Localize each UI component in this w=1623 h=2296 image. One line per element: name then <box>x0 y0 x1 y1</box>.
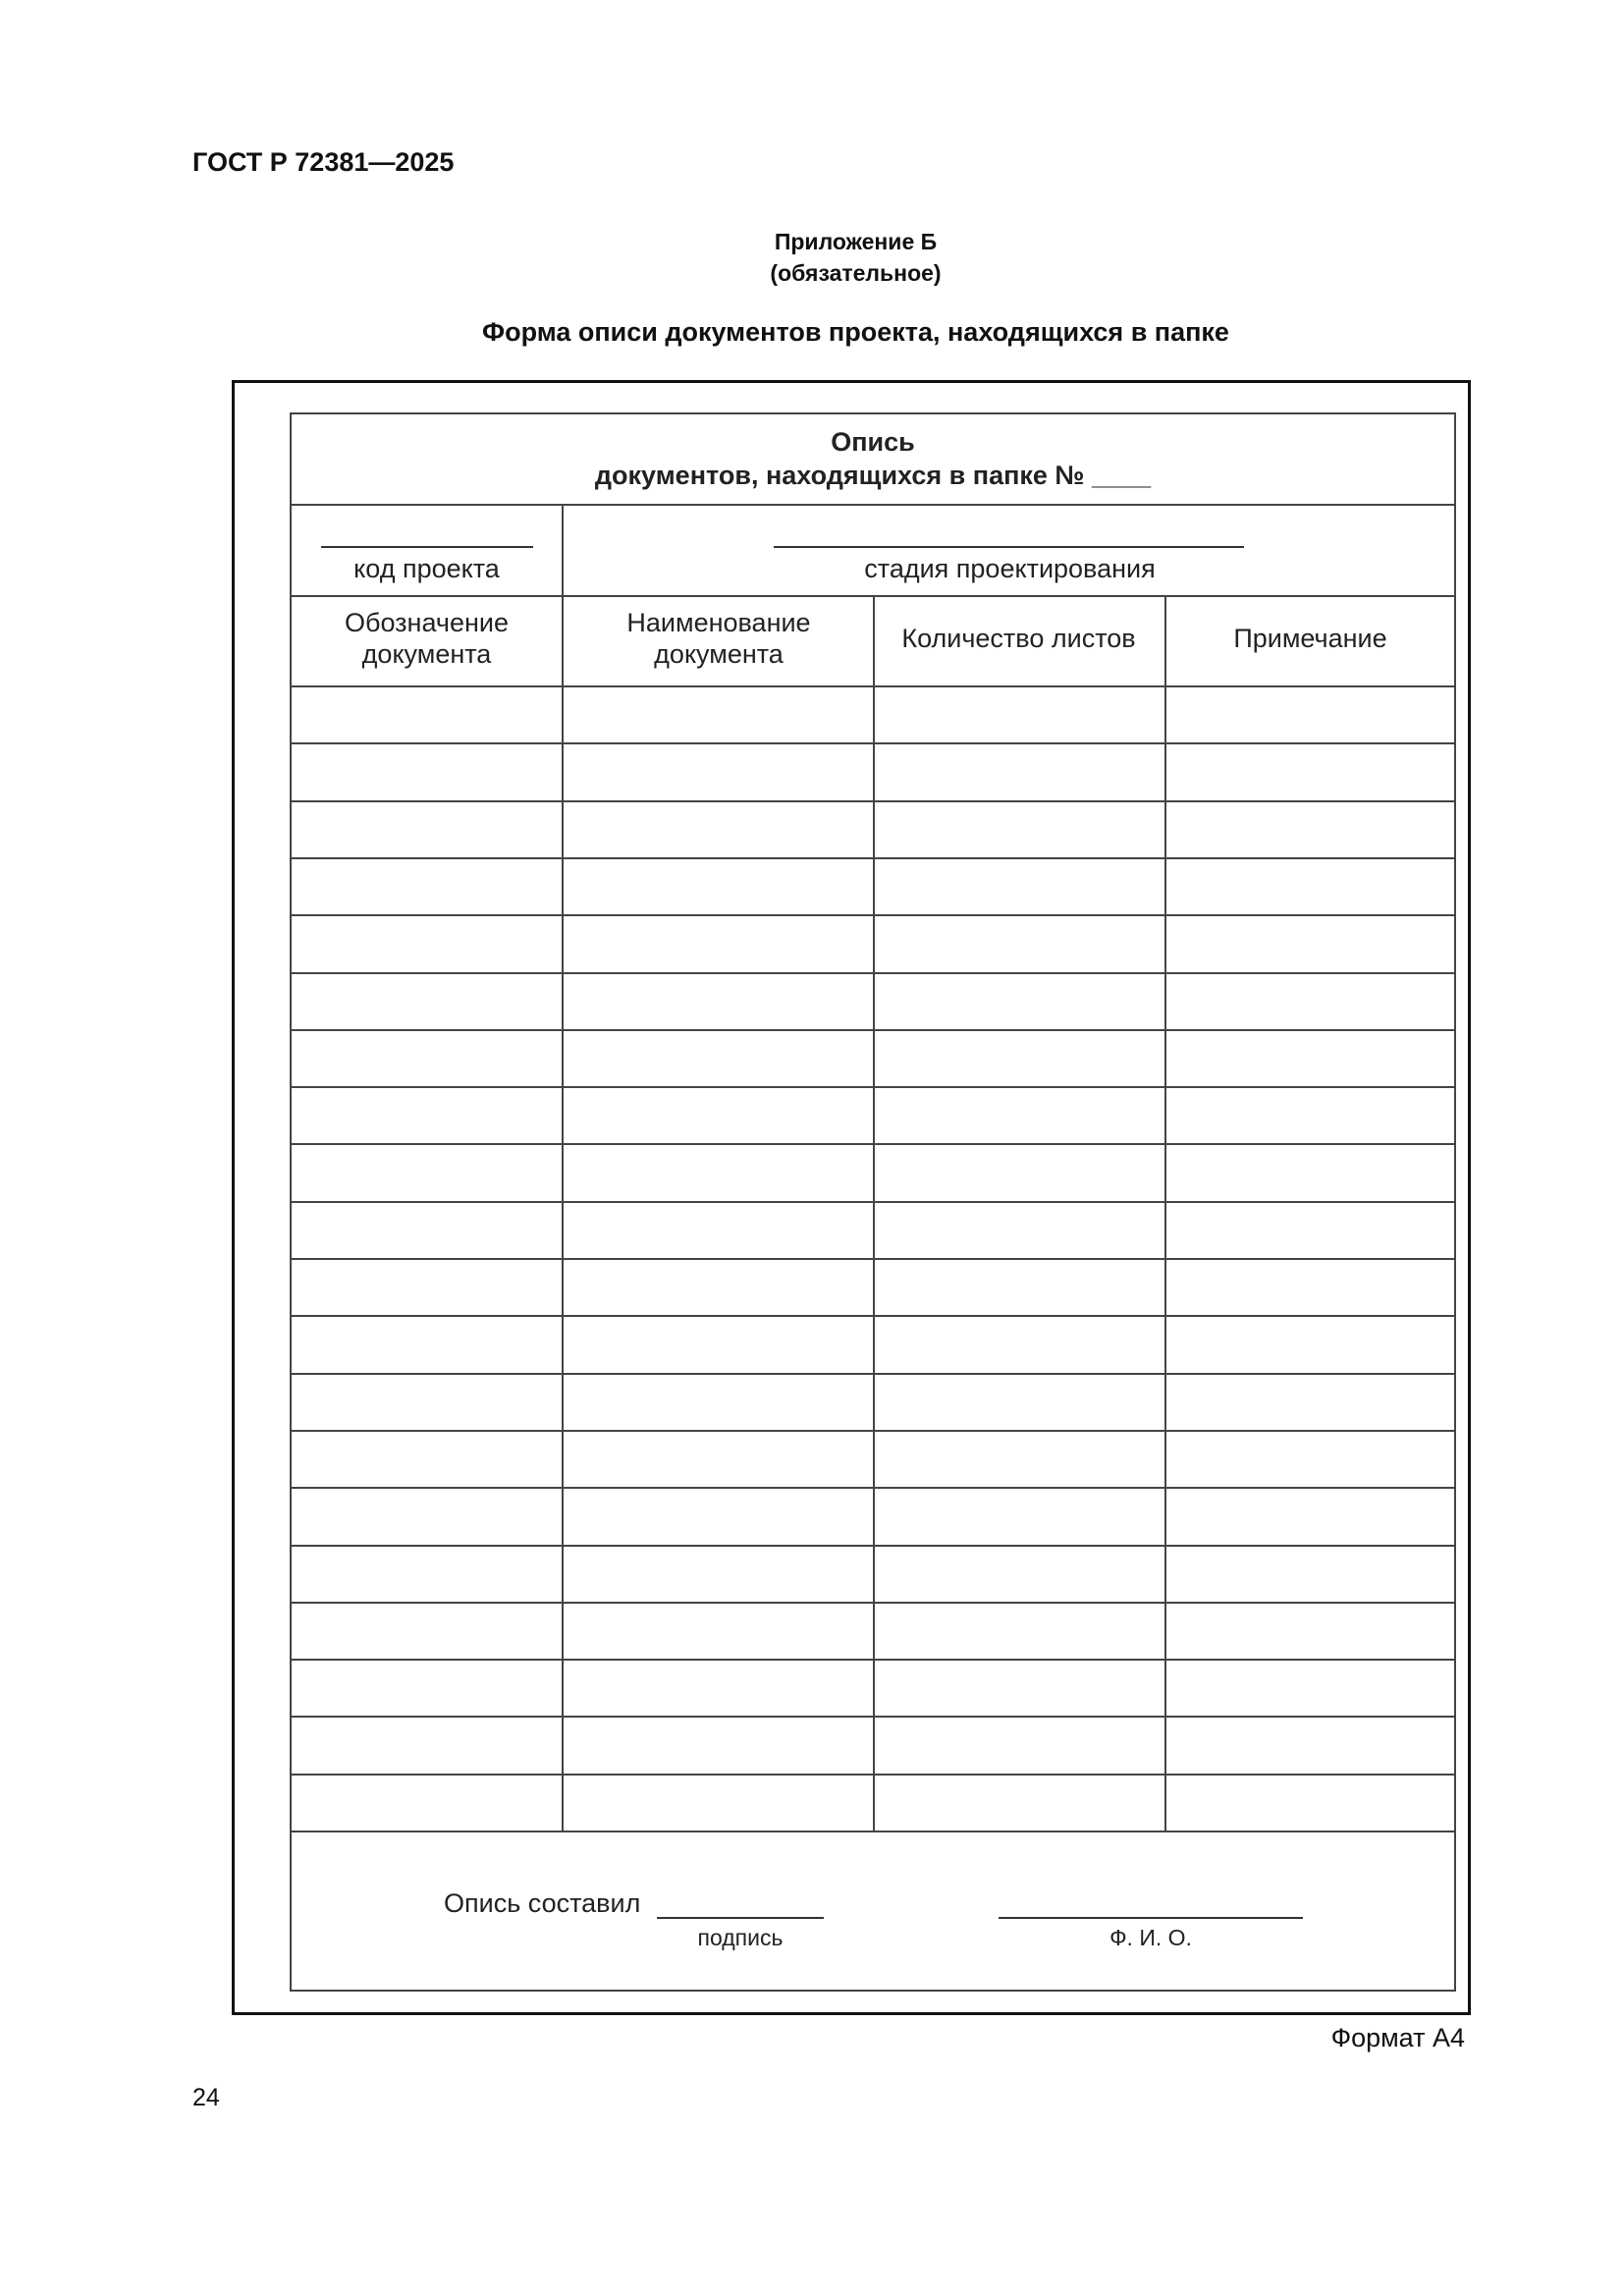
column-divider-3 <box>1164 595 1166 1831</box>
name-blank <box>999 1917 1303 1919</box>
table-row <box>292 1545 1454 1547</box>
divider <box>292 504 1454 506</box>
column-divider-2 <box>873 595 875 1831</box>
table-row <box>292 1716 1454 1718</box>
table-row <box>292 1086 1454 1088</box>
column-header-note: Примечание <box>1233 624 1387 653</box>
divider <box>292 1831 1454 1832</box>
column-header-name: Наименование документа <box>626 608 811 669</box>
column-header-designation: Обозначение документа <box>345 608 509 669</box>
column-divider-1 <box>562 504 564 1831</box>
table-row <box>292 857 1454 859</box>
table-row <box>292 1659 1454 1661</box>
signature-label: подпись <box>697 1925 784 1950</box>
project-code-label: код проекта <box>353 554 500 583</box>
name-label: Ф. И. О. <box>1109 1925 1192 1950</box>
appendix-title: Приложение Б <box>774 229 938 254</box>
table-row <box>292 1602 1454 1604</box>
table-row <box>292 1143 1454 1145</box>
table-row <box>292 1315 1454 1317</box>
table-row <box>292 1487 1454 1489</box>
inventory-heading-line1: Опись <box>831 427 915 457</box>
table-row <box>292 1430 1454 1432</box>
table-row <box>292 1029 1454 1031</box>
inventory-heading-line2: документов, находящихся в папке № ____ <box>594 461 1152 490</box>
table-row <box>292 742 1454 744</box>
compiled-by-label: Опись составил <box>444 1888 641 1918</box>
standard-header: ГОСТ Р 72381—2025 <box>192 147 455 177</box>
page-number: 24 <box>192 2084 220 2111</box>
table-row <box>292 1774 1454 1776</box>
format-label: Формат А4 <box>1330 2023 1465 2052</box>
project-code-blank <box>321 546 533 548</box>
column-header-sheet-count: Количество листов <box>901 624 1136 653</box>
table-row <box>292 1373 1454 1375</box>
form-title: Форма описи документов проекта, находящихся в папке <box>482 317 1229 347</box>
signature-blank <box>657 1917 824 1919</box>
stage-label: стадия проектирования <box>864 554 1156 583</box>
table-row <box>292 1201 1454 1203</box>
appendix-status: (обязательное) <box>770 260 942 286</box>
inventory-table <box>290 412 1456 1992</box>
table-row <box>292 914 1454 916</box>
stage-blank <box>774 546 1244 548</box>
table-row <box>292 1258 1454 1260</box>
table-row <box>292 972 1454 974</box>
divider <box>292 685 1454 687</box>
table-row <box>292 800 1454 802</box>
